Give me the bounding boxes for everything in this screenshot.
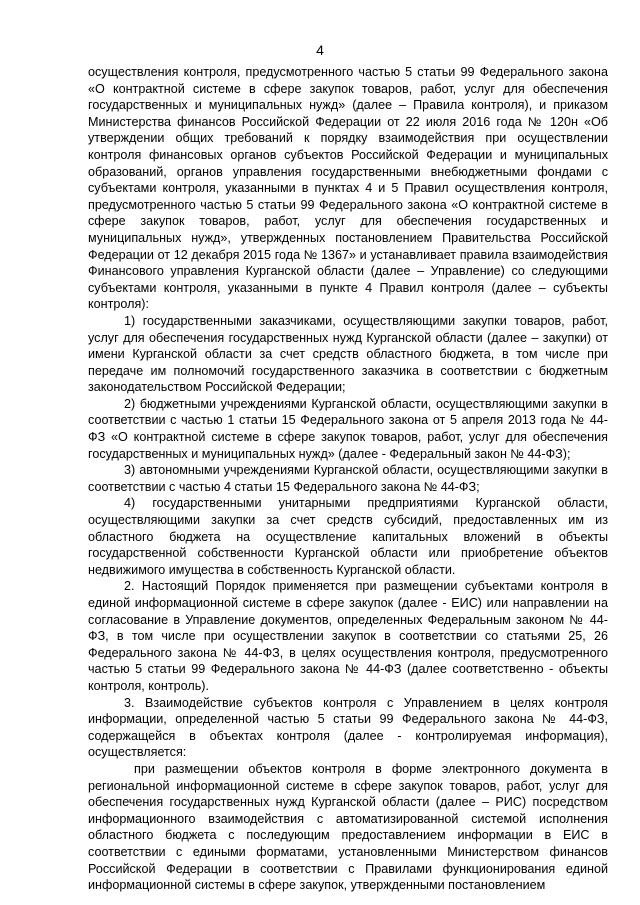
paragraph-item-4: 4) государственными унитарными предприятиями Курганской области, осуществляющими закупки за счет средств субсидий, предоставленных им из областного бюджета на осуществление капитальных вложений в объекты государственной собственности Курганской области или приобретение объектов недвижимого имущества в собственность Курганской области. (88, 496, 608, 577)
paragraph-intro-continuation: осуществления контроля, предусмотренного частью 5 статьи 99 Федерального закона «О контрактной системе в сфере закупок товаров, работ, услуг для обеспечения государственных и муниципальных нужд» (далее – Правила контроля), и приказом Министерства финансов Российской Федерации от 22 июля 2016 года № 120н «Об утверждении общих требований к порядку взаимодействия при осуществлении контроля финансовых органов субъектов Российской Федерации и муниципальных образований, органов управления государственными внебюджетными фондами с субъектами контроля, указанными в пунктах 4 и 5 Правил осуществления контроля, предусмотренного частью 5 статьи 99 Федерального закона «О контрактной системе в сфере закупок товаров, работ, услуг для обеспечения государственных и муниципальных нужд», утвержденных постановлением Правительства Российской Федерации от 12 декабря 2015 года № 1367» и устанавливает правила взаимодействия Финансового управления Курганской области (далее – Управление) со следующими субъектами контроля, указанными в пункте 4 Правил контроля (далее – субъекты контроля): (88, 65, 608, 312)
paragraph-item-3: 3) автономными учреждениями Курганской области, осуществляющими закупки в соответствии с частью 4 статьи 15 Федерального закона № 44-ФЗ; (88, 463, 608, 494)
paragraph-item-2: 2) бюджетными учреждениями Курганской области, осуществляющими закупки в соответствии с частью 1 статьи 15 Федерального закона от 5 апреля 2013 года № 44-ФЗ «О контрактной системе в сфере закупок товаров, работ, услуг для обеспечения государственных и муниципальных нужд» (далее - Федеральный закон № 44-ФЗ); (88, 396, 608, 461)
paragraph-section-3-subclause: при размещении объектов контроля в форме электронного документа в региональной информационной системе в сфере закупок товаров, работ, услуг для обеспечения государственных нужд Курганской области (далее – РИС) посредством информационного взаимодействия с автоматизированной системой исполнения областного бюджета с последующим предоставлением информации в ЕИС в соответствии с едиными форматами, установленными Министерством финансов Российской Федерации в соответствии с Правилами функционирования единой информационной системы в сфере закупок, утвержденными постановлением (88, 761, 608, 893)
paragraph-item-1: 1) государственными заказчиками, осуществляющими закупки товаров, работ, услуг для обеспечения государственных нужд Курганской области (далее – закупки) от имени Курганской области за счет средств областного бюджета, в том числе при передаче им полномочий государственного заказчика в соответствии с бюджетным законодательством Российской Федерации; (88, 313, 608, 395)
document-body (88, 64, 608, 894)
paragraph-section-2: 2. Настоящий Порядок применяется при размещении субъектами контроля в единой информационной системе в сфере закупок (далее - ЕИС) или направлении на согласование в Управление документов, определенных Федеральным законом № 44-ФЗ, в том числе при осуществлении закупок в соответствии со статьями 25, 26 Федерального закона № 44-ФЗ, в целях осуществления контроля, предусмотренного частью 5 статьи 99 Федерального закона № 44-ФЗ (далее соответственно - объекты контроля, контроль). (88, 579, 608, 693)
page-number: 4 (316, 42, 324, 58)
paragraph-section-3: 3. Взаимодействие субъектов контроля с Управлением в целях контроля информации, определенной частью 5 статьи 99 Федерального закона № 44-ФЗ, содержащейся в объектах контроля (далее - контролируемая информация), осуществляется: (88, 695, 608, 760)
